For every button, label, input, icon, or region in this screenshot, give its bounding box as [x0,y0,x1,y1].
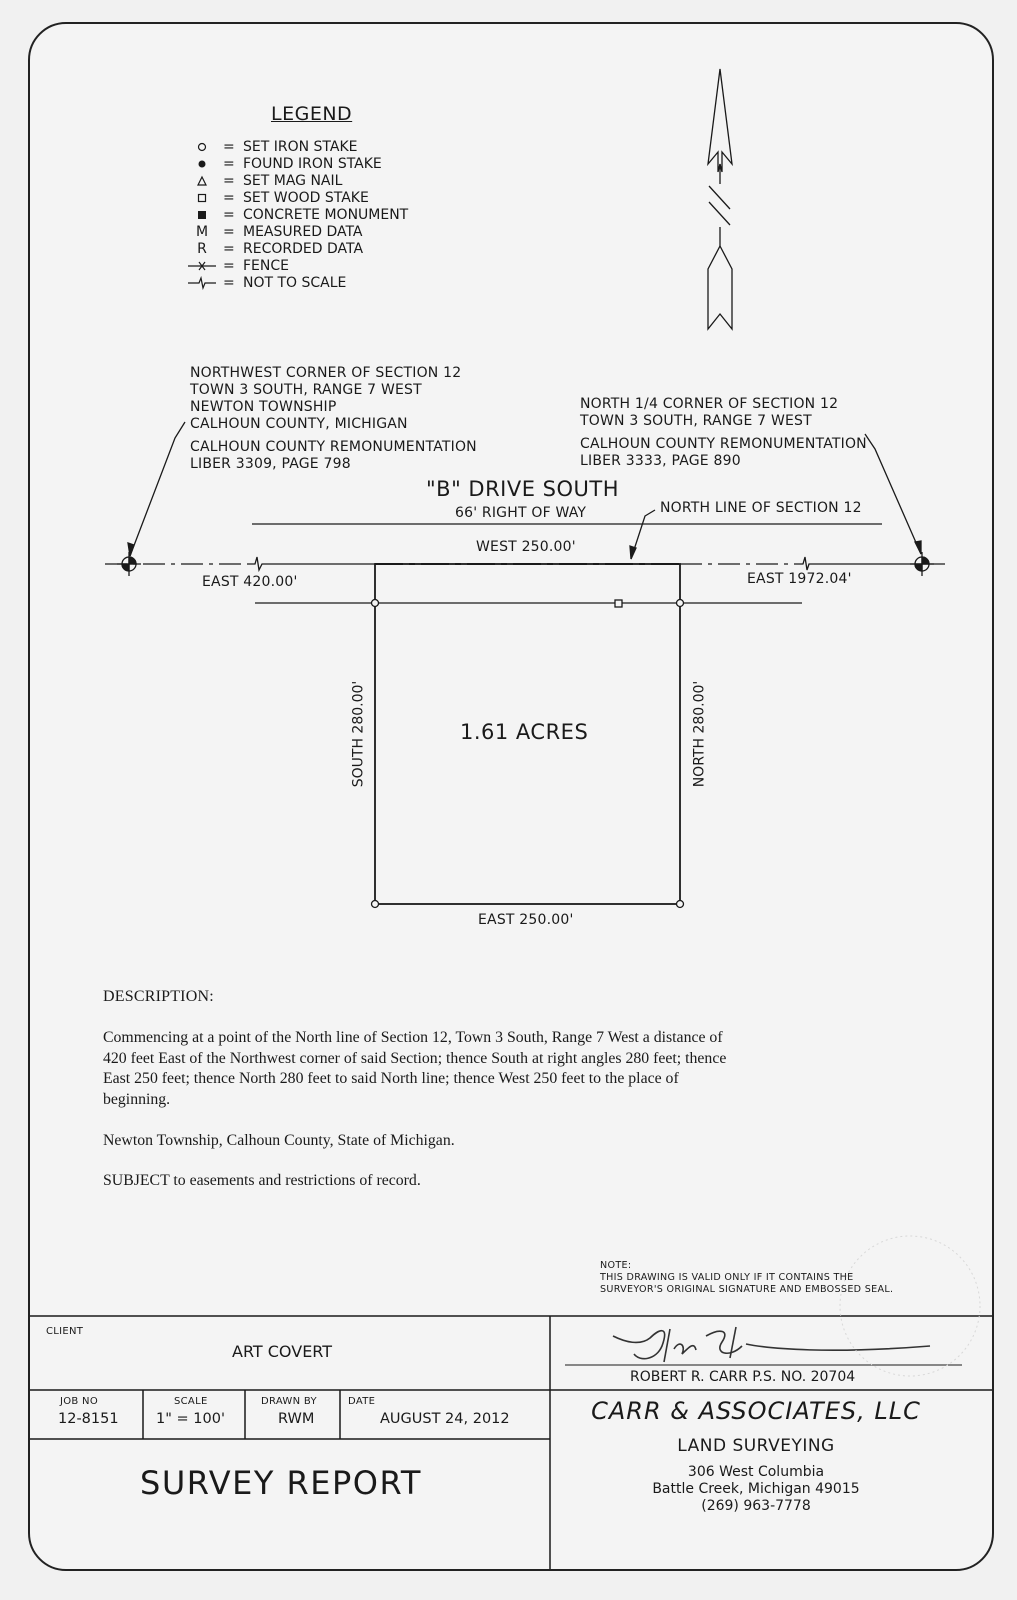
description-heading: DESCRIPTION: [103,988,214,1005]
description-paragraph: Commencing at a point of the North line of Section 12, Town 3 South, Range 7 West a distance of 420 feet East of the Northwest corner of said Section; thence South at right angles 280 feet; thence East 250 feet; thence North 280 feet to said North line; thence West 250 feet to the place of beginning. [103,1029,727,1108]
n-quarter-corner-note: NORTH 1/4 CORNER OF SECTION 12 TOWN 3 SOUTH, RANGE 7 WEST CALHOUN COUNTY REMONUMENTATION LIBER 3333, PAGE 890 [580,396,867,469]
survey-sheet [28,22,994,1571]
legend-label: RECORDED DATA [243,240,364,257]
legend-equals: = [223,155,235,172]
legend-label: CONCRETE MONUMENT [243,206,409,223]
drawn-by-value: RWM [278,1411,315,1427]
legend-label: MEASURED DATA [243,223,363,240]
legend-equals: = [223,189,235,206]
drawn-by-label: DRAWN BY [261,1396,317,1407]
south-dimension: SOUTH 280.00' [350,680,367,788]
firm-name: CARR & ASSOCIATES, LLC [591,1397,921,1425]
scale-value: 1" = 100' [156,1411,225,1427]
legend-equals: = [223,257,235,274]
n-quarter-leader [865,434,921,554]
legend-symbol-letter: M [195,223,209,240]
nw-corner-note: NORTHWEST CORNER OF SECTION 12 TOWN 3 SOUTH, RANGE 7 WEST NEWTON TOWNSHIP CALHOUN COUNTY, MICHIGAN CALHOUN COUNTY REMONUMENTATION LIBER 3309, PAGE 798 [190,365,477,472]
legend-item [185,206,408,223]
legend-item [185,223,408,240]
fence-icon [185,260,219,272]
legend-item [185,155,408,172]
scale-label: SCALE [174,1396,208,1407]
east-bottom-dimension: EAST 250.00' [478,912,574,928]
nw-corner-leader [130,422,185,556]
not-to-scale-icon [185,276,219,290]
north-dimension: NORTH 280.00' [691,680,708,788]
concrete-monument-icon [185,209,219,221]
legend-label: SET MAG NAIL [243,172,343,189]
north-line-leader-arrow [630,546,636,559]
concrete-monument-icon [117,552,141,576]
legend-equals: = [223,240,235,257]
client-name: ART COVERT [232,1342,333,1361]
set-mag-nail-icon [185,175,219,187]
legend-title: LEGEND [271,103,353,125]
set-wood-stake-icon [615,600,622,607]
job-no: 12-8151 [58,1411,119,1427]
validity-note: NOTE: THIS DRAWING IS VALID ONLY IF IT CONTAINS THE SURVEYOR'S ORIGINAL SIGNATURE AND EMBOSSED SEAL. [600,1260,894,1295]
firm-phone: (269) 963-7778 [701,1498,811,1514]
surveyor-signature-icon [613,1327,930,1362]
client-label: CLIENT [46,1326,84,1337]
set-wood-stake-icon [185,192,219,204]
east-420-dimension: EAST 420.00' [202,574,298,590]
n-quarter-leader-arrow [915,541,921,554]
north-line-label: NORTH LINE OF SECTION 12 [660,500,862,516]
date-label: DATE [348,1396,376,1407]
set-iron-stake-icon [677,600,684,607]
legend-label: NOT TO SCALE [243,274,347,291]
west-dimension: WEST 250.00' [476,539,576,555]
legend-equals: = [223,206,235,223]
subject-paragraph: SUBJECT to easements and restrictions of record. [103,1172,421,1189]
found-iron-stake-icon [185,158,219,170]
north-arrow-icon [708,69,732,329]
firm-address-line2: Battle Creek, Michigan 49015 [652,1481,860,1497]
concrete-monument-icon [910,552,934,576]
legend-label: SET WOOD STAKE [243,189,369,206]
legend-item [185,189,408,206]
legend-item [185,172,408,189]
firm-service: LAND SURVEYING [677,1436,835,1456]
parcel-area: 1.61 ACRES [460,720,589,744]
legend-label: FOUND IRON STAKE [243,155,382,172]
legend-label: FENCE [243,257,289,274]
survey-drawing [30,24,992,1569]
set-iron-stake-icon [372,600,379,607]
legend-item [185,257,408,274]
surveyor-name: ROBERT R. CARR P.S. NO. 20704 [630,1369,856,1385]
job-no-label: JOB NO [60,1396,99,1407]
legend-label: SET IRON STAKE [243,138,358,155]
legend-equals: = [223,223,235,240]
legend-equals: = [223,138,235,155]
location-paragraph: Newton Township, Calhoun County, State of Michigan. [103,1132,455,1149]
date-value: AUGUST 24, 2012 [380,1411,510,1427]
set-iron-stake-icon [185,141,219,153]
firm-address-line1: 306 West Columbia [687,1464,825,1480]
east-1972-dimension: EAST 1972.04' [747,571,852,587]
report-title: SURVEY REPORT [140,1464,422,1502]
legend-list [185,138,408,291]
embossed-seal-icon [840,1236,980,1376]
legend-item [185,274,408,291]
right-of-way-label: 66' RIGHT OF WAY [455,505,587,521]
legend-item [185,240,408,257]
legend-symbol-letter: R [197,240,207,257]
road-name: "B" DRIVE SOUTH [426,477,620,501]
legend-equals: = [223,172,235,189]
legend-item [185,138,408,155]
set-iron-stake-icon [677,901,684,908]
legend-equals: = [223,274,235,291]
set-iron-stake-icon [372,901,379,908]
